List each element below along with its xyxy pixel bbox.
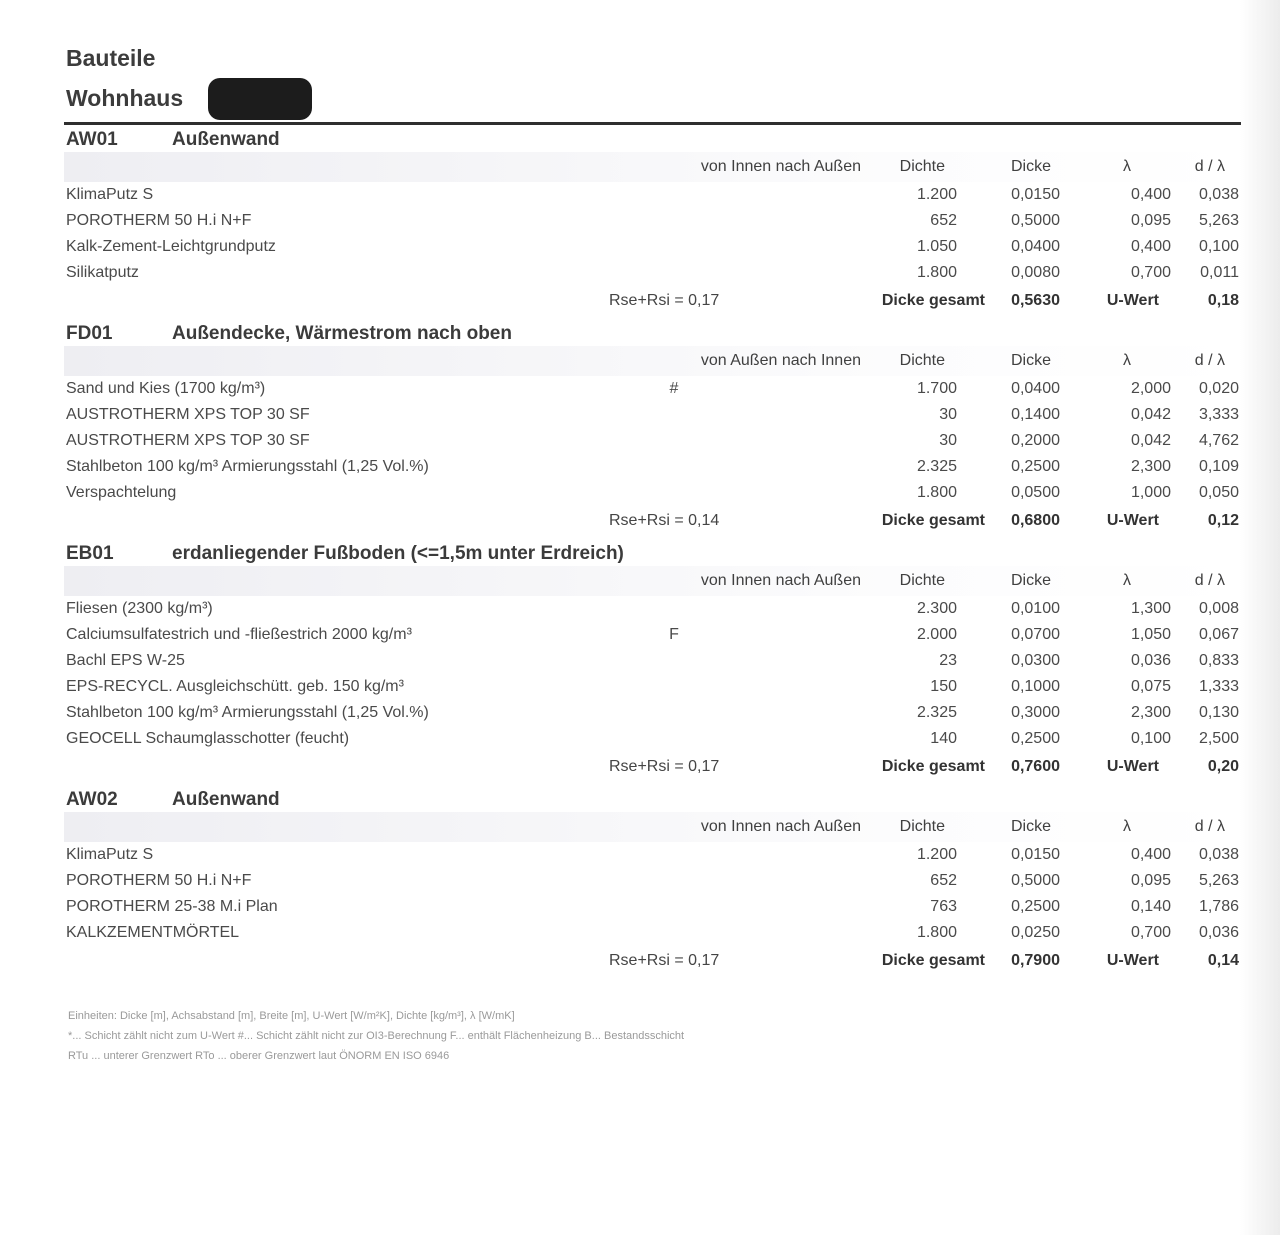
layer-lambda: 0,036 [1130,652,1171,669]
section-header [64,786,1241,812]
layer-name: Bachl EPS W-25 [66,652,185,669]
layer-row [64,182,1241,208]
layer-dichte: 23 [939,652,957,669]
rse-rsi: Rse+Rsi = 0,17 [609,758,720,775]
column-header-row [64,566,1241,596]
layer-dichte: 140 [930,730,957,747]
layer-name: Fliesen (2300 kg/m³) [66,600,213,617]
document-subtitle: Wohnhaus [66,85,184,111]
layer-name: POROTHERM 50 H.i N+F [66,872,252,889]
layer-name: POROTHERM 25-38 M.i Plan [66,898,278,915]
layer-dicke: 0,2500 [1011,730,1060,747]
layer-row [64,208,1241,234]
u-wert-value: 0,14 [1207,952,1239,969]
layer-lambda: 0,042 [1130,432,1171,449]
layer-lambda: 1,050 [1130,626,1171,643]
layer-dicke: 0,5000 [1011,872,1060,889]
layer-row [64,700,1241,726]
layer-dichte: 652 [930,212,957,229]
scan-shadow [1240,0,1280,1235]
column-header-row [64,346,1241,376]
layer-dichte: 1.800 [916,484,957,501]
layer-dichte: 30 [939,406,957,423]
layer-dichte: 1.800 [916,264,957,281]
layer-lambda: 0,140 [1130,898,1171,915]
header-dichte: Dichte [899,158,945,175]
layer-d-lambda: 0,036 [1198,924,1239,941]
layer-dicke: 0,3000 [1011,704,1060,721]
rse-rsi: Rse+Rsi = 0,17 [609,292,720,309]
header-lambda: λ [1123,158,1131,175]
construction-section [64,126,1241,316]
layer-d-lambda: 0,038 [1198,186,1239,203]
layer-dicke: 0,2000 [1011,432,1060,449]
column-header-row [64,152,1241,182]
layer-d-lambda: 5,263 [1198,872,1239,889]
layer-name: Verspachtelung [66,484,177,501]
dicke-gesamt-label: Dicke gesamt [881,758,985,775]
header-dichte: Dichte [899,352,945,369]
layer-dicke: 0,0150 [1011,846,1060,863]
layer-d-lambda: 0,109 [1198,458,1239,475]
layer-row [64,920,1241,946]
layer-name: KALKZEMENTMÖRTEL [66,924,240,941]
layer-row [64,428,1241,454]
document-title: Bauteile [66,45,156,71]
layer-dicke: 0,0250 [1011,924,1060,941]
direction-label: von Innen nach Außen [700,572,861,589]
header-d-lambda: d / λ [1194,352,1225,369]
layer-dichte: 2.325 [916,458,957,475]
rse-rsi: Rse+Rsi = 0,17 [609,952,720,969]
section-summary [64,752,1241,782]
layer-lambda: 2,300 [1130,458,1171,475]
layer-dichte: 1.800 [916,924,957,941]
dicke-gesamt-value: 0,7900 [1011,952,1060,969]
layer-d-lambda: 4,762 [1198,432,1239,449]
layer-dichte: 763 [930,898,957,915]
layer-lambda: 0,400 [1130,238,1171,255]
section-code: FD01 [66,323,113,344]
layer-dicke: 0,0300 [1011,652,1060,669]
layer-dicke: 0,0150 [1011,186,1060,203]
construction-section [64,320,1241,536]
layer-name: Silikatputz [66,264,139,281]
layer-lambda: 0,700 [1130,264,1171,281]
layer-dichte: 1.700 [916,380,957,397]
layer-lambda: 1,300 [1130,600,1171,617]
section-summary [64,946,1241,976]
u-wert-label: U-Wert [1106,512,1159,529]
dicke-gesamt-label: Dicke gesamt [881,292,985,309]
section-header [64,540,1241,566]
legend [68,1006,684,1066]
construction-section [64,786,1241,976]
layer-d-lambda: 2,500 [1198,730,1239,747]
header-lambda: λ [1123,818,1131,835]
section-code: AW02 [66,789,118,810]
layer-dichte: 1.200 [916,186,957,203]
header-dicke: Dicke [1010,572,1051,589]
dicke-gesamt-label: Dicke gesamt [881,512,985,529]
layer-dichte: 1.050 [916,238,957,255]
layer-name: Stahlbeton 100 kg/m³ Armierungsstahl (1,25 Vol.%) [66,458,429,475]
layer-dicke: 0,0080 [1011,264,1060,281]
header-lambda: λ [1123,352,1131,369]
layer-dicke: 0,0100 [1011,600,1060,617]
layer-row [64,622,1241,648]
dicke-gesamt-label: Dicke gesamt [881,952,985,969]
dicke-gesamt-value: 0,6800 [1011,512,1060,529]
layer-name: Sand und Kies (1700 kg/m³) [66,380,266,397]
header-dichte: Dichte [899,818,945,835]
layer-flag: # [669,380,679,397]
layer-d-lambda: 0,038 [1198,846,1239,863]
dicke-gesamt-value: 0,7600 [1011,758,1060,775]
layer-dicke: 0,2500 [1011,898,1060,915]
header-dichte: Dichte [899,572,945,589]
layer-dichte: 1.200 [916,846,957,863]
layer-dicke: 0,0700 [1011,626,1060,643]
layer-lambda: 0,400 [1130,846,1171,863]
layer-row [64,234,1241,260]
layer-dicke: 0,5000 [1011,212,1060,229]
layer-d-lambda: 3,333 [1198,406,1239,423]
direction-label: von Innen nach Außen [700,158,861,175]
layer-dichte: 150 [930,678,957,695]
layer-row [64,480,1241,506]
layer-name: GEOCELL Schaumglasschotter (feucht) [66,730,350,747]
layer-dicke: 0,2500 [1011,458,1060,475]
layer-dichte: 652 [930,872,957,889]
header-dicke: Dicke [1010,352,1051,369]
layer-lambda: 0,100 [1130,730,1171,747]
layer-row [64,868,1241,894]
layer-d-lambda: 0,130 [1198,704,1239,721]
layer-name: KlimaPutz S [66,846,154,863]
layer-lambda: 0,095 [1130,212,1171,229]
layer-row [64,596,1241,622]
u-wert-label: U-Wert [1106,292,1159,309]
legend-line: Einheiten: Dicke [m], Achsabstand [m], Breite [m], U-Wert [W/m²K], Dichte [kg/m³], λ [W/mK] [68,1010,515,1022]
layer-dicke: 0,0500 [1011,484,1060,501]
u-wert-label: U-Wert [1106,952,1159,969]
layer-d-lambda: 0,833 [1198,652,1239,669]
legend-line: RTu ... unterer Grenzwert RTo ... oberer Grenzwert laut ÖNORM EN ISO 6946 [68,1050,450,1062]
layer-row [64,726,1241,752]
layer-dicke: 0,0400 [1011,238,1060,255]
layer-lambda: 0,095 [1130,872,1171,889]
layer-row [64,260,1241,286]
section-header [64,126,1241,152]
layer-d-lambda: 5,263 [1198,212,1239,229]
u-wert-value: 0,12 [1207,512,1239,529]
redaction-box [208,78,312,120]
layer-name: Stahlbeton 100 kg/m³ Armierungsstahl (1,25 Vol.%) [66,704,429,721]
header-d-lambda: d / λ [1194,572,1225,589]
layer-lambda: 2,300 [1130,704,1171,721]
layer-dicke: 0,0400 [1011,380,1060,397]
section-name: Außenwand [172,789,280,810]
layer-dichte: 30 [939,432,957,449]
layer-dichte: 2.300 [916,600,957,617]
layer-name: Calciumsulfatestrich und -fließestrich 2000 kg/m³ [66,626,412,643]
direction-label: von Innen nach Außen [700,818,861,835]
header-lambda: λ [1123,572,1131,589]
layer-row [64,454,1241,480]
layer-lambda: 0,075 [1130,678,1171,695]
rse-rsi: Rse+Rsi = 0,14 [609,512,720,529]
layer-dichte: 2.000 [916,626,957,643]
legend-line: *... Schicht zählt nicht zum U-Wert #... Schicht zählt nicht zur OI3-Berechnung F... enthält Flächenheizung B... Bestandsschicht [68,1030,685,1042]
layer-name: Kalk-Zement-Leichtgrundputz [66,238,276,255]
section-summary [64,286,1241,316]
section-name: erdanliegender Fußboden (<=1,5m unter Erdreich) [172,543,624,564]
layer-flag: F [669,626,679,643]
layer-dicke: 0,1400 [1011,406,1060,423]
layer-d-lambda: 0,008 [1198,600,1239,617]
layer-name: AUSTROTHERM XPS TOP 30 SF [66,432,310,449]
layer-d-lambda: 1,786 [1198,898,1239,915]
layer-lambda: 2,000 [1130,380,1171,397]
layer-row [64,842,1241,868]
layer-d-lambda: 0,100 [1198,238,1239,255]
dicke-gesamt-value: 0,5630 [1011,292,1060,309]
layer-d-lambda: 1,333 [1198,678,1239,695]
layer-row [64,648,1241,674]
layer-dicke: 0,1000 [1011,678,1060,695]
layer-d-lambda: 0,050 [1198,484,1239,501]
column-header-row [64,812,1241,842]
section-code: AW01 [66,129,118,150]
section-name: Außenwand [172,129,280,150]
section-code: EB01 [66,543,114,564]
header-rule [64,122,1241,125]
layer-row [64,674,1241,700]
layer-row [64,376,1241,402]
section-name: Außendecke, Wärmestrom nach oben [172,323,512,344]
layer-name: EPS-RECYCL. Ausgleichschütt. geb. 150 kg/m³ [66,678,404,695]
header-dicke: Dicke [1010,818,1051,835]
layer-name: POROTHERM 50 H.i N+F [66,212,252,229]
layer-lambda: 0,400 [1130,186,1171,203]
layer-dichte: 2.325 [916,704,957,721]
layer-lambda: 1,000 [1130,484,1171,501]
u-wert-value: 0,20 [1207,758,1239,775]
header-d-lambda: d / λ [1194,158,1225,175]
layer-lambda: 0,042 [1130,406,1171,423]
section-summary [64,506,1241,536]
u-wert-label: U-Wert [1106,758,1159,775]
direction-label: von Außen nach Innen [700,352,861,369]
layer-name: AUSTROTHERM XPS TOP 30 SF [66,406,310,423]
header-dicke: Dicke [1010,158,1051,175]
header-d-lambda: d / λ [1194,818,1225,835]
layer-d-lambda: 0,011 [1200,264,1239,281]
layer-lambda: 0,700 [1130,924,1171,941]
layer-row [64,894,1241,920]
section-header [64,320,1241,346]
layer-name: KlimaPutz S [66,186,154,203]
u-wert-value: 0,18 [1207,292,1239,309]
layer-d-lambda: 0,020 [1198,380,1239,397]
layer-row [64,402,1241,428]
layer-d-lambda: 0,067 [1198,626,1239,643]
construction-section [64,540,1241,782]
